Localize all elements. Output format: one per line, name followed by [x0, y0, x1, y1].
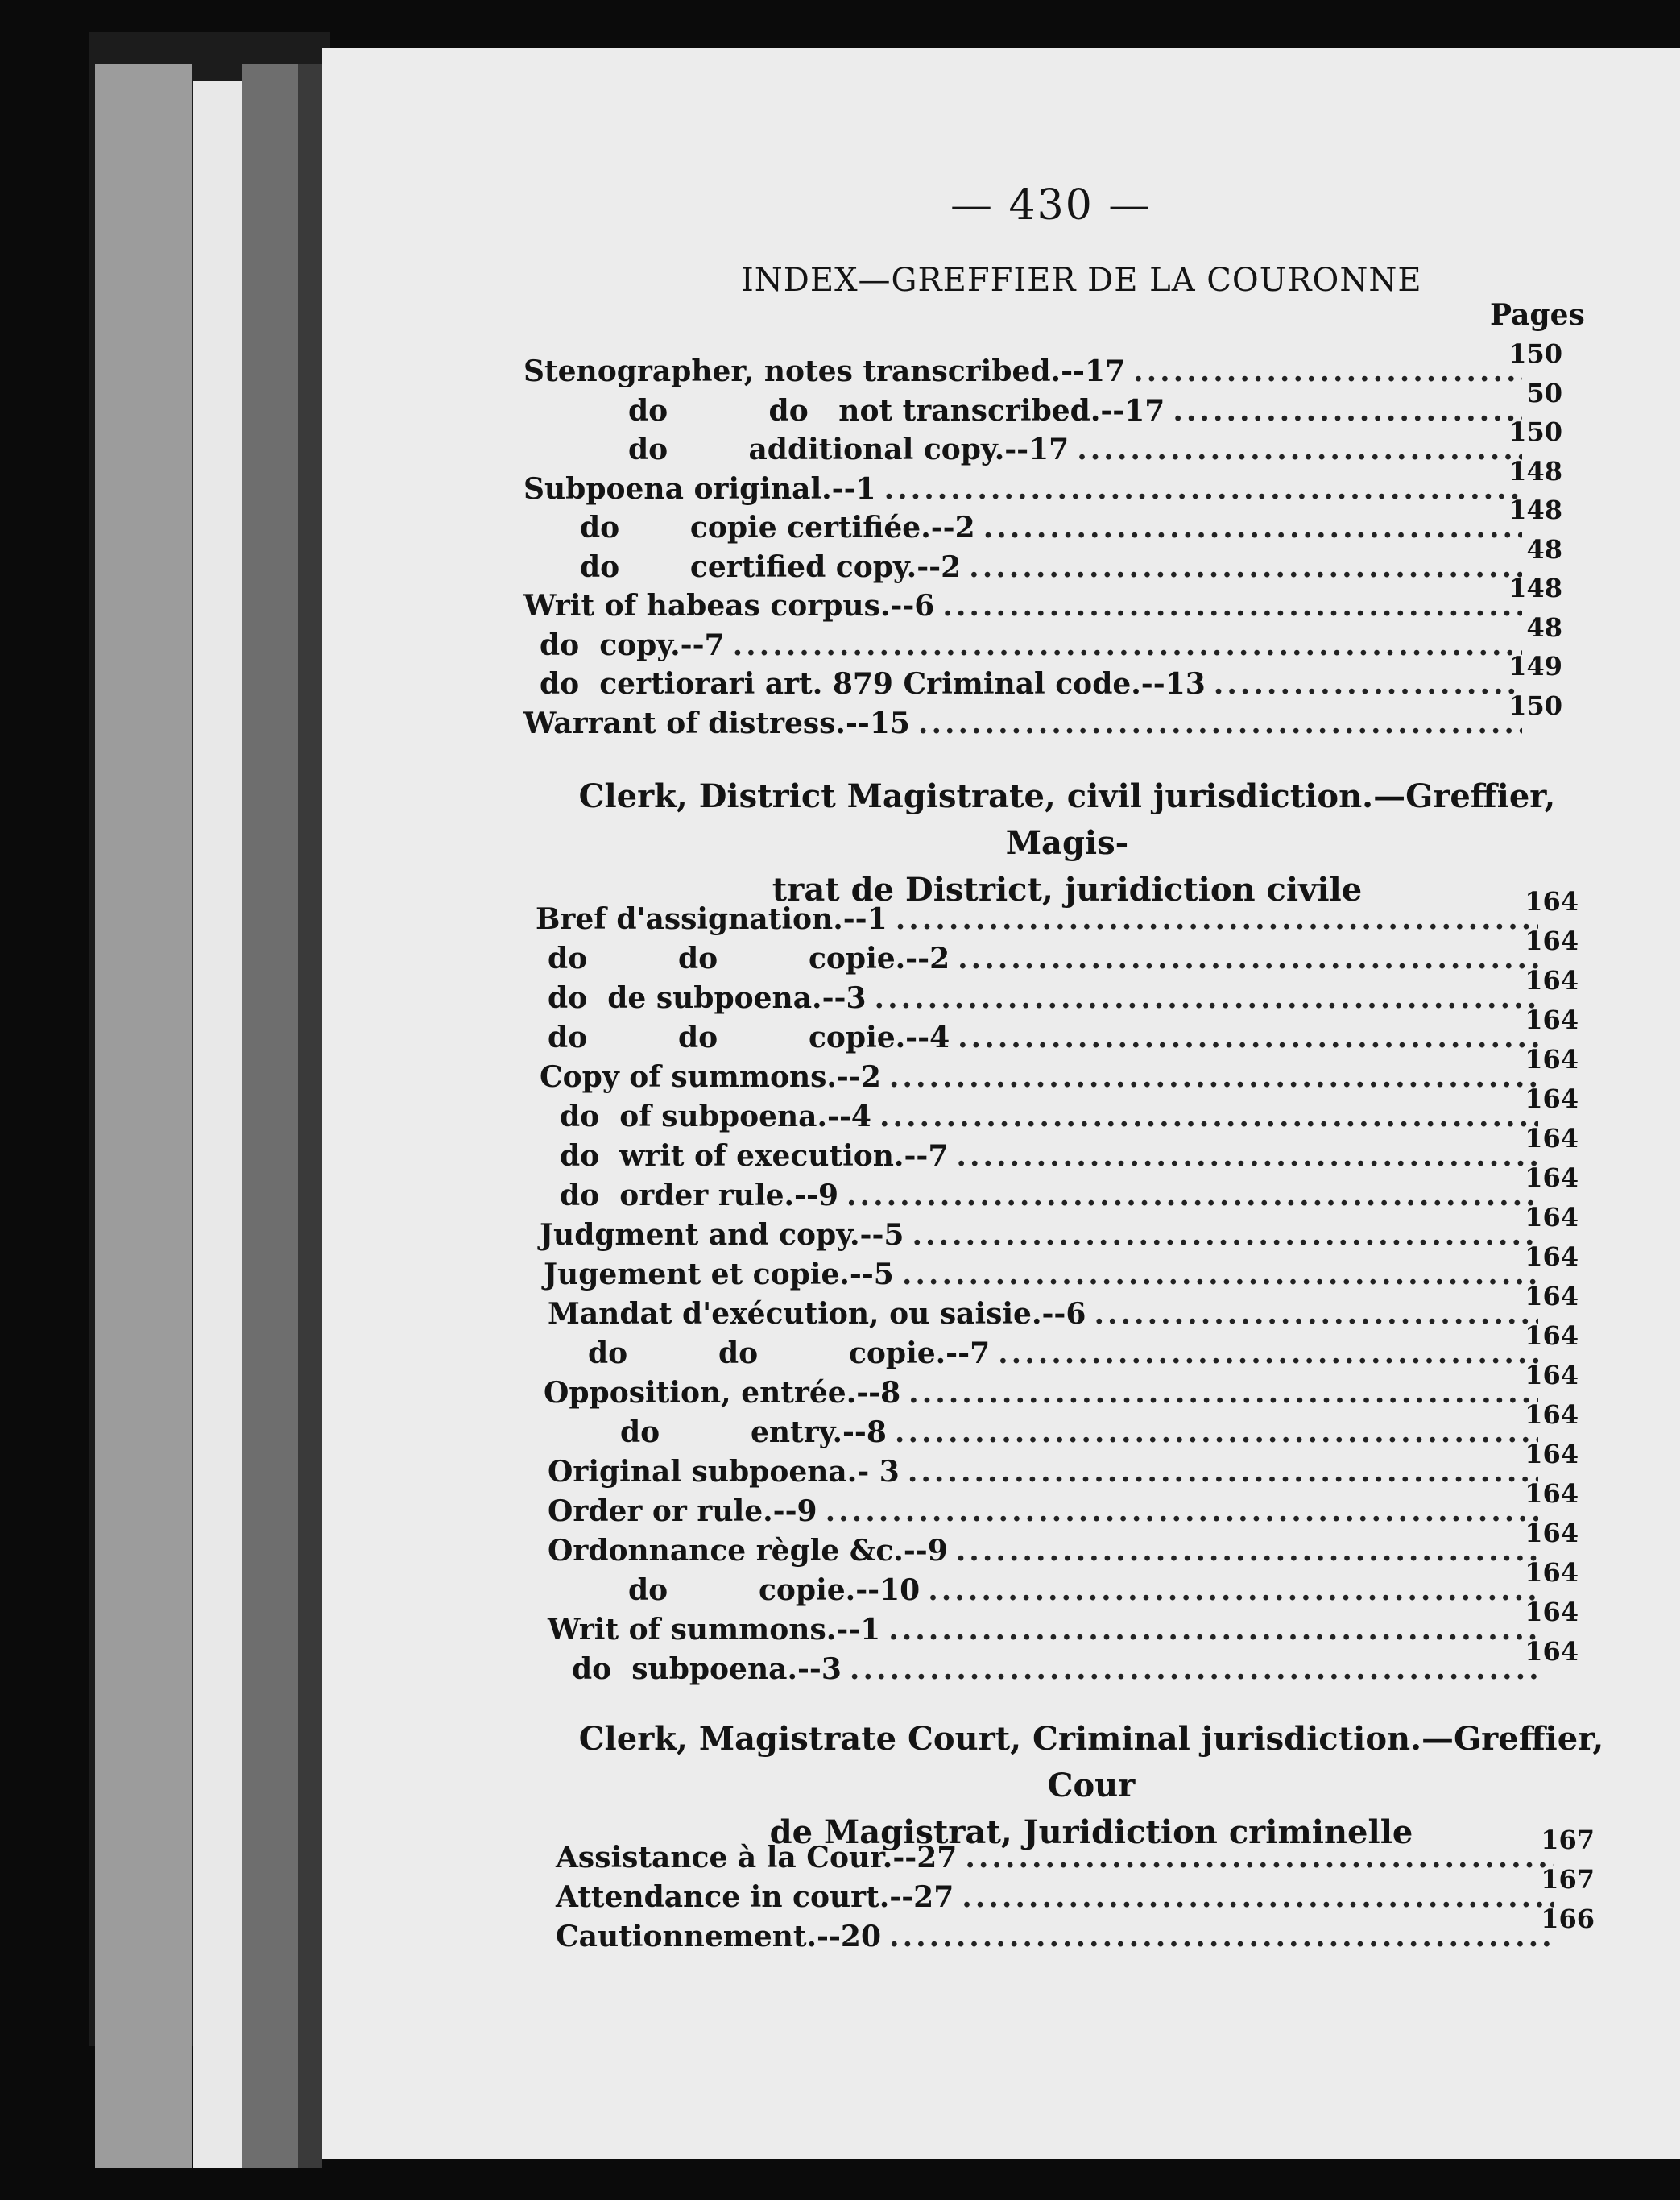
entry-label: do do copie.--4	[548, 1021, 950, 1054]
index-entry	[548, 1597, 1579, 1650]
entry-page-number: 149	[1508, 651, 1562, 682]
dot-leader	[998, 1336, 1538, 1370]
entry-page-number: 164	[1525, 1281, 1579, 1311]
index-entry	[556, 1864, 1595, 1917]
entry-page-number: 164	[1525, 1597, 1579, 1627]
entry-label: Writ of summons.--1	[548, 1613, 881, 1647]
entry-label: Copy of summons.--2	[540, 1060, 881, 1094]
dot-leader	[965, 1841, 1554, 1875]
entry-page-number: 164	[1525, 1518, 1579, 1548]
entry-page-number: 48	[1526, 611, 1562, 643]
entry-page-number: 150	[1508, 338, 1562, 369]
heading-line: Clerk, Magistrate Court, Criminal jurisdiction.—Greffier, Cour	[578, 1720, 1604, 1804]
entry-label: Warrant of distress.--15	[523, 706, 910, 740]
entry-page-number: 164	[1525, 965, 1579, 996]
index-title: INDEX—GREFFIER DE LA COURONNE	[741, 262, 1422, 299]
dot-leader	[1214, 667, 1522, 701]
entry-page-number: 164	[1525, 1557, 1579, 1588]
index-entry	[580, 533, 1562, 587]
page-edge	[193, 81, 242, 2168]
heading-line: trat de District, juridiction civile	[772, 871, 1363, 909]
dot-leader	[884, 472, 1522, 506]
dot-leader	[969, 550, 1522, 584]
index-entry	[620, 1399, 1579, 1452]
dot-leader	[902, 1257, 1538, 1291]
index-entry	[556, 1904, 1595, 1957]
index-entry	[548, 1478, 1579, 1531]
entry-page-number: 148	[1508, 495, 1562, 525]
entry-label: Attendance in court.--27	[556, 1880, 954, 1914]
entry-label: do order rule.--9	[560, 1179, 838, 1212]
entry-label: do writ of execution.--7	[560, 1139, 949, 1173]
entry-label: do do not transcribed.--17	[628, 393, 1165, 428]
entry-page-number: 164	[1525, 1399, 1579, 1430]
dot-leader	[912, 1218, 1538, 1252]
index-entry	[548, 926, 1579, 979]
entry-page-number: 164	[1525, 886, 1579, 917]
dot-leader	[889, 1060, 1538, 1094]
section-heading-district	[532, 773, 1603, 914]
entry-page-number: 164	[1525, 1005, 1579, 1035]
entry-page-number: 150	[1508, 416, 1562, 447]
entry-page-number: 164	[1525, 1123, 1579, 1154]
entry-label: Order or rule.--9	[548, 1494, 817, 1528]
dot-leader	[846, 1179, 1538, 1212]
entry-page-number: 48	[1526, 533, 1562, 565]
entry-label: do subpoena.--3	[572, 1652, 842, 1686]
entry-page-number: 164	[1525, 1360, 1579, 1390]
page-edge	[242, 64, 298, 2168]
entry-label: Assistance à la Cour.--27	[556, 1841, 958, 1875]
page-edge	[95, 64, 192, 2168]
index-entry	[588, 1320, 1579, 1373]
index-entry	[548, 1518, 1579, 1571]
index-entry	[544, 1241, 1579, 1295]
entry-label: Cautionnement.--20	[556, 1920, 882, 1953]
pages-column-header: Pages	[1490, 298, 1585, 332]
index-entry	[572, 1636, 1579, 1689]
index-entry	[540, 1044, 1579, 1097]
entry-label: Subpoena original.--1	[523, 471, 876, 506]
index-entry	[523, 455, 1562, 509]
entry-page-number: 150	[1508, 690, 1562, 721]
entry-label: do additional copy.--17	[628, 433, 1070, 466]
heading-line: de Magistrat, Juridiction criminelle	[769, 1813, 1413, 1851]
page-number: — 430 —	[950, 181, 1152, 230]
index-entry	[560, 1123, 1579, 1176]
dot-leader	[908, 1455, 1538, 1489]
entry-page-number: 164	[1525, 1083, 1579, 1114]
entry-page-number: 164	[1525, 926, 1579, 956]
dot-leader	[895, 1415, 1538, 1449]
entry-page-number: 148	[1508, 573, 1562, 603]
dot-leader	[1077, 433, 1522, 466]
dot-leader	[1133, 354, 1522, 388]
index-entry	[560, 1162, 1579, 1216]
dot-leader	[888, 1613, 1538, 1647]
index-entry	[540, 1202, 1579, 1255]
entry-page-number: 164	[1525, 1478, 1579, 1509]
dot-leader	[1094, 1297, 1538, 1331]
dot-leader	[908, 1376, 1538, 1410]
heading-line: Clerk, District Magistrate, civil jurisdiction.—Greffier, Magis-	[578, 777, 1556, 862]
entry-label: Judgment and copy.--5	[540, 1218, 904, 1252]
entry-label: Stenographer, notes transcribed.--17	[523, 354, 1126, 388]
index-entry	[523, 573, 1562, 626]
entry-label: Jugement et copie.--5	[544, 1257, 894, 1291]
entry-label: do copy.--7	[540, 628, 725, 662]
dot-leader	[826, 1494, 1538, 1528]
entry-label: do entry.--8	[620, 1415, 887, 1449]
entry-page-number: 164	[1525, 1044, 1579, 1075]
index-entry	[548, 1439, 1579, 1492]
entry-label: do do copie.--7	[588, 1336, 991, 1370]
index-entry	[523, 338, 1562, 392]
entry-label: Bref d'assignation.--1	[536, 902, 888, 936]
index-entry	[628, 377, 1562, 431]
dot-leader	[889, 1920, 1554, 1953]
index-entry	[548, 965, 1579, 1018]
entry-page-number: 164	[1525, 1202, 1579, 1233]
entry-label: do do copie.--2	[548, 942, 950, 976]
entry-label: do de subpoena.--3	[548, 981, 867, 1015]
index-entry	[560, 1083, 1579, 1137]
entry-label: Original subpoena.- 3	[548, 1455, 900, 1489]
entry-page-number: 164	[1525, 1241, 1579, 1272]
entry-label: Ordonnance règle &c.--9	[548, 1534, 948, 1568]
dot-leader	[956, 1534, 1538, 1568]
dot-leader	[962, 1880, 1554, 1914]
entry-page-number: 148	[1508, 455, 1562, 487]
dot-leader	[733, 628, 1522, 662]
entry-page-number: 167	[1541, 1825, 1595, 1855]
dot-leader	[956, 1139, 1538, 1173]
entry-page-number: 167	[1541, 1864, 1595, 1895]
entry-page-number: 164	[1525, 1320, 1579, 1351]
index-entry	[544, 1360, 1579, 1413]
entry-page-number: 164	[1525, 1636, 1579, 1667]
entry-page-number: 50	[1526, 377, 1562, 408]
index-entry	[628, 416, 1562, 470]
entry-label: Opposition, entrée.--8	[544, 1376, 901, 1410]
entry-label: Writ of habeas corpus.--6	[523, 589, 935, 623]
entry-page-number: 166	[1541, 1904, 1595, 1934]
entry-label: do certiorari art. 879 Criminal code.--13	[540, 667, 1206, 701]
index-entry	[523, 690, 1562, 744]
entry-label: do of subpoena.--4	[560, 1100, 871, 1133]
index-entry	[540, 611, 1562, 665]
entry-page-number: 164	[1525, 1439, 1579, 1469]
dot-leader	[875, 981, 1538, 1015]
dot-leader	[958, 942, 1538, 976]
page-edge	[298, 64, 322, 2168]
dot-leader	[879, 1100, 1538, 1133]
index-entry	[580, 495, 1562, 548]
index-entry	[540, 651, 1562, 704]
index-entry	[548, 1281, 1579, 1334]
entry-label: do copie.--10	[628, 1573, 921, 1607]
entry-label: Mandat d'exécution, ou saisie.--6	[548, 1297, 1086, 1331]
dot-leader	[896, 902, 1538, 936]
dot-leader	[983, 511, 1522, 545]
entry-label: do copie certifiée.--2	[580, 511, 975, 545]
dot-leader	[958, 1021, 1538, 1054]
dot-leader	[1173, 394, 1522, 428]
index-entry	[548, 1005, 1579, 1058]
dot-leader	[850, 1652, 1538, 1686]
section-heading-magistrate-court	[556, 1716, 1627, 1856]
entry-page-number: 164	[1525, 1162, 1579, 1193]
dot-leader	[928, 1573, 1538, 1607]
dot-leader	[918, 706, 1522, 740]
dot-leader	[942, 589, 1522, 623]
index-entry	[628, 1557, 1579, 1610]
entry-label: do certified copy.--2	[580, 549, 962, 584]
